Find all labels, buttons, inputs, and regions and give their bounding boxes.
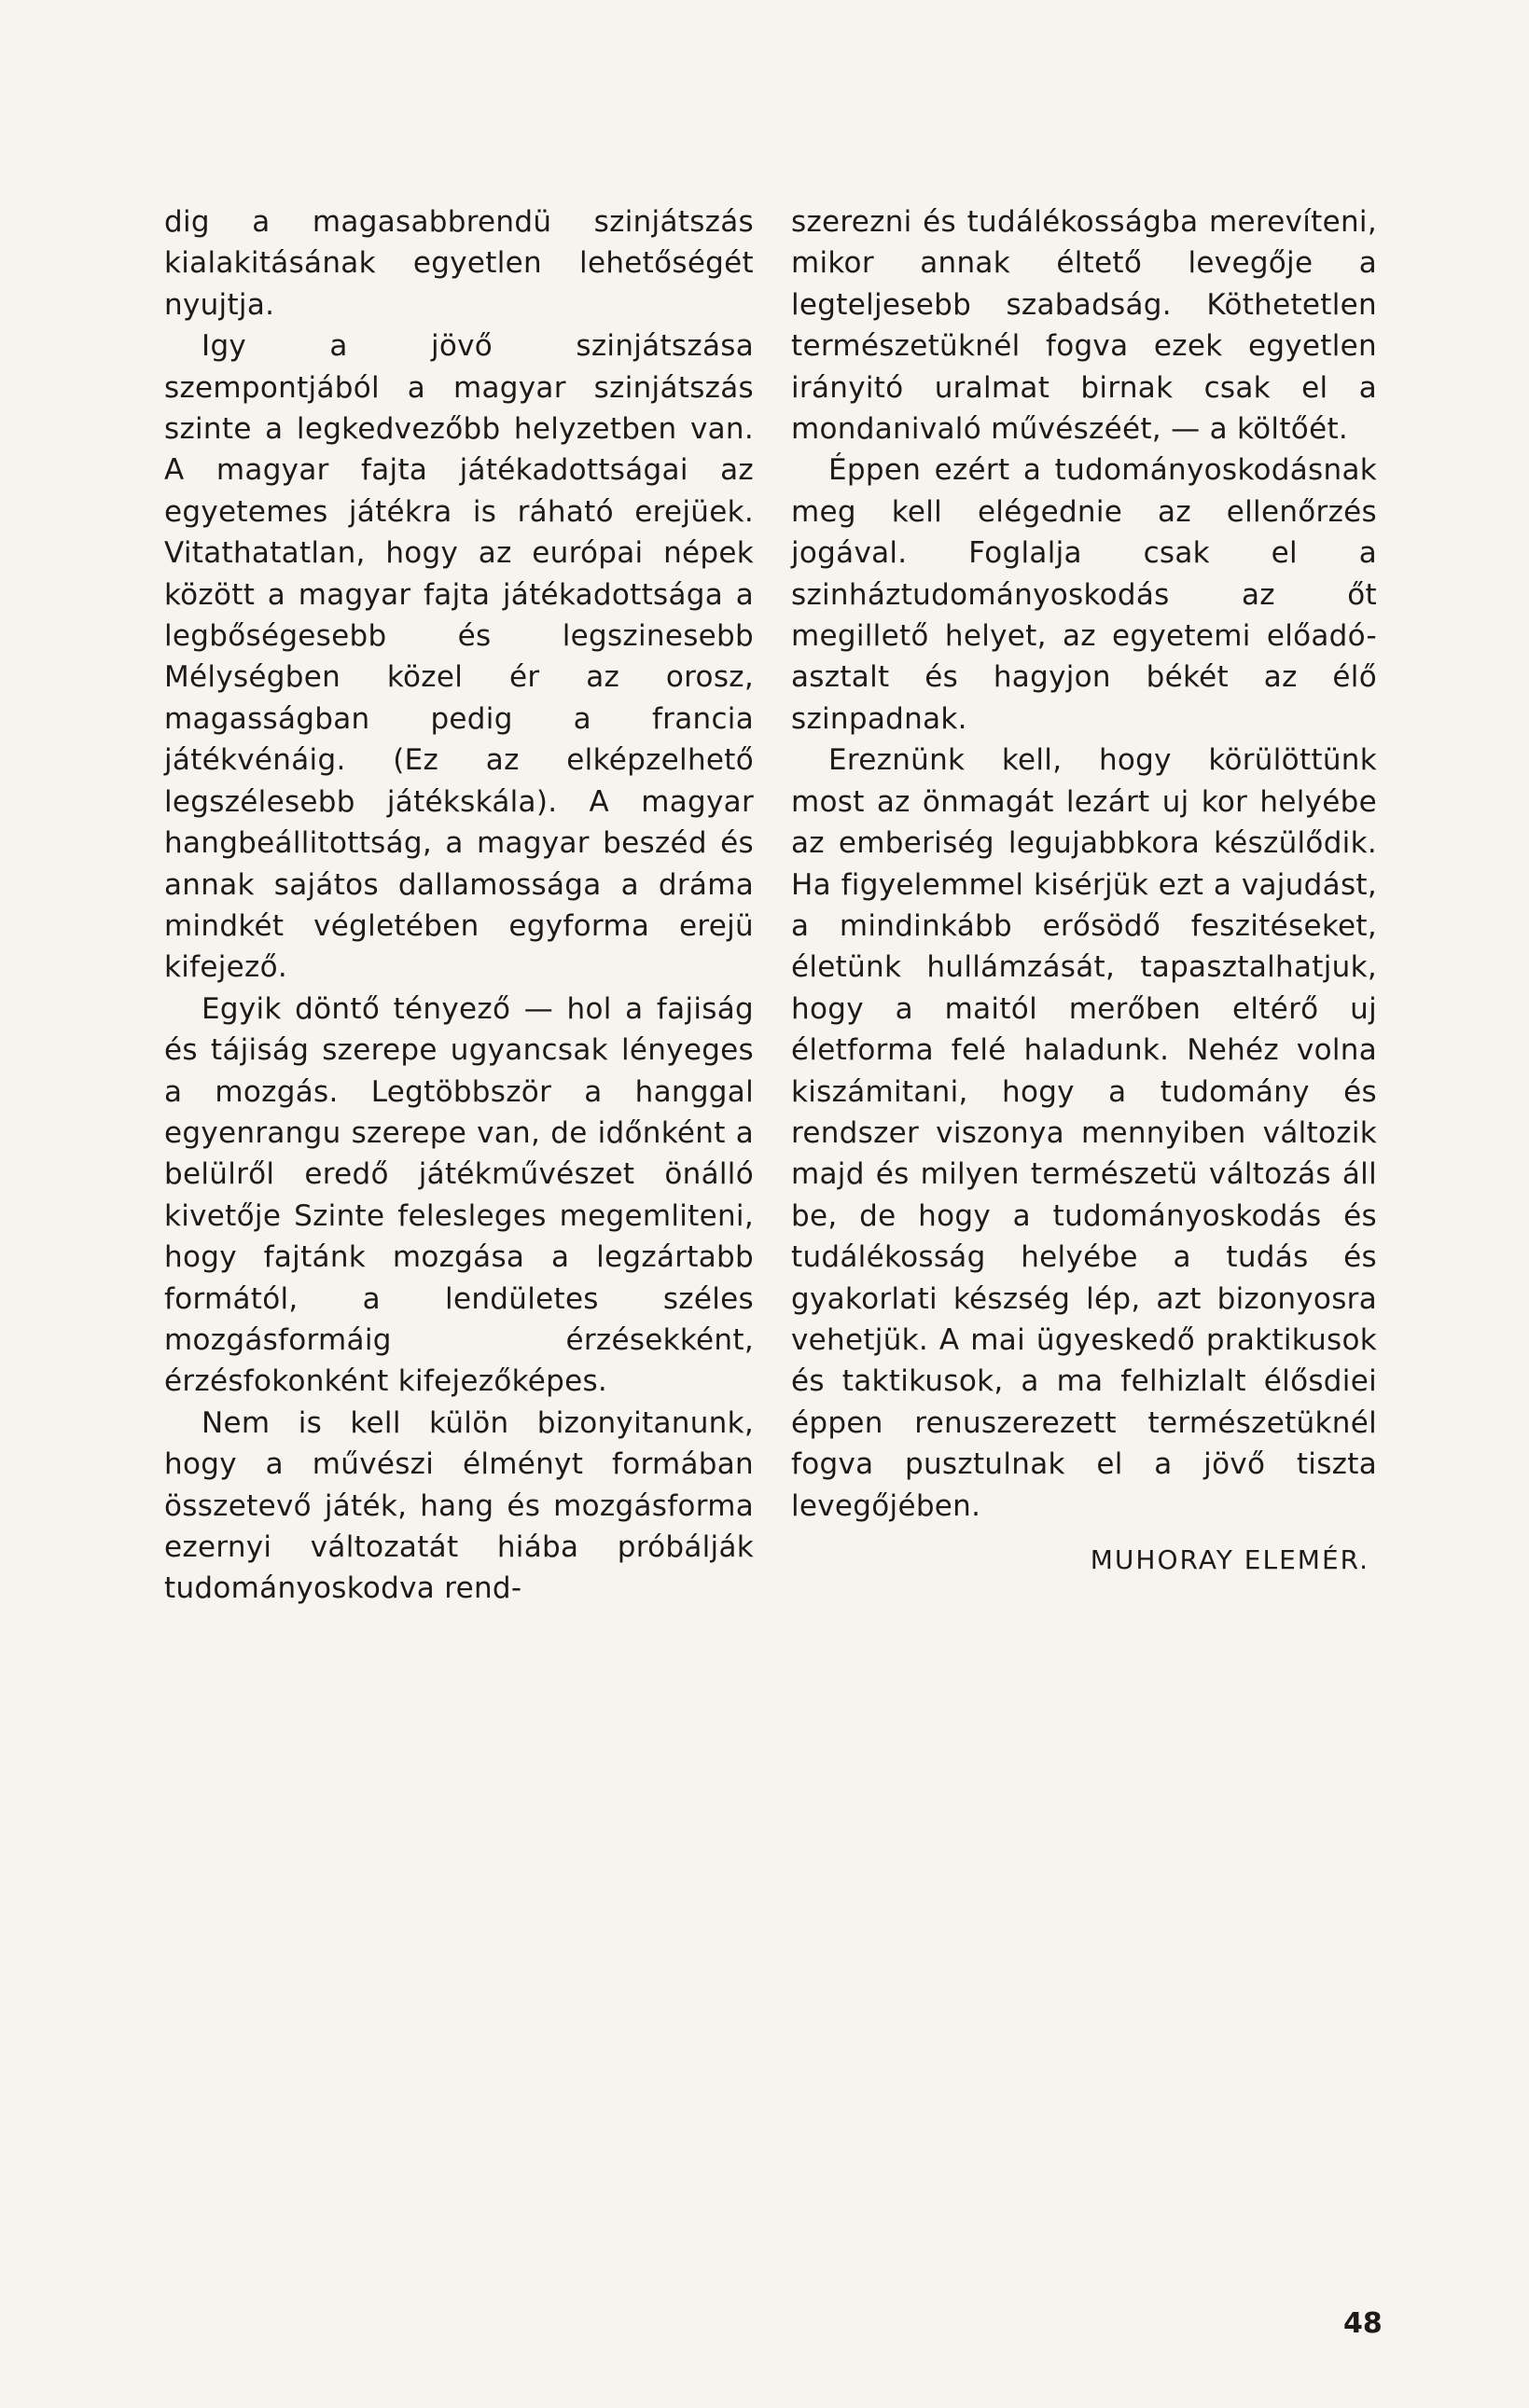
paragraph: Ereznünk kell, hogy körülöttünk most az önmagát lezárt uj kor helyébe az emberiség legujabbkora készülődik. Ha figyelemmel kisérjük ezt a vajudást, a mindinkább erősödő feszitéseket, életünk hullámzását, tapasztalhatjuk, hogy a maitól merőben eltérő uj életforma felé haladunk. Nehéz volna kiszámitani, hogy a tudomány és rendszer viszonya mennyiben változik majd és milyen természetü változás áll be, de hogy a tudományoskodás és tudálékosság helyébe a tudás és gyakorlati készség lép, azt bizonyosra vehetjük. A mai ügyeskedő praktikusok és taktikusok, a ma felhizlalt élősdiei éppen renuszerezett természetüknél fogva pusztulnak el a jövő tiszta levegőjében. [791,743,1377,1523]
paragraph: dig a magasabbrendü szinjátszás kialakitásának egyetlen lehetőségét nyujtja. [164,205,754,322]
author-signature: MUHORAY ELEMÉR. [1090,1544,1369,1575]
page-number: 48 [1343,2307,1383,2340]
paragraph: Igy a jövő szinjátszása szempontjából a magyar szinjátszás szinte a legkedvezőbb helyzetben van. A magyar fajta játékadottságai az egyetemes játékra is ráható erejüek. Vitathatatlan, hogy az európai népek között a magyar fajta játékadottsága a legbőségesebb és legszinesebb Mélységben közel ér az orosz, magasságban pedig a francia játékvénáig. (Ez az elképzelhető legszélesebb játékskála). A magyar hangbeállitottság, a magyar beszéd és annak sajátos dallamossága a dráma mindkét végletében egyforma erejü kifejező. [164,329,754,985]
paragraph: Egyik döntő tényező — hol a fajiság és tájiság szerepe ugyancsak lényeges a mozgás. Legtöbbször a hanggal egyenrangu szerepe van, de időnként a belülről eredő játékművészet önálló kivetője Szinte felesleges megemliteni, hogy fajtánk mozgása a legzártabb formától, a lendületes széles mozgásformáig érzésekként, érzésfokonként kifejezőképes. [164,991,754,1399]
paragraph: Éppen ezért a tudományoskodásnak meg kell elégednie az ellenőrzés jogával. Foglalja csak el a szinháztudományoskodás az őt megillető helyet, az egyetemi előadó-asztalt és hagyjon békét az élő szinpadnak. [791,453,1377,736]
paragraph: szerezni és tudálékosságba merevíteni, mikor annak éltető levegője a legteljesebb szabadság. Köthetetlen természetüknél fogva ezek egyetlen irányitó uralmat birnak csak el a mondanivaló művészéét, — a költőét. [791,205,1377,447]
right-column [791,201,1377,1581]
paragraph: Nem is kell külön bizonyitanunk, hogy a művészi élményt formában összetevő játék, hang és mozgásforma ezernyi változatát hiába próbálják tudományoskodva rend- [164,1405,754,1606]
left-column [164,201,754,1610]
